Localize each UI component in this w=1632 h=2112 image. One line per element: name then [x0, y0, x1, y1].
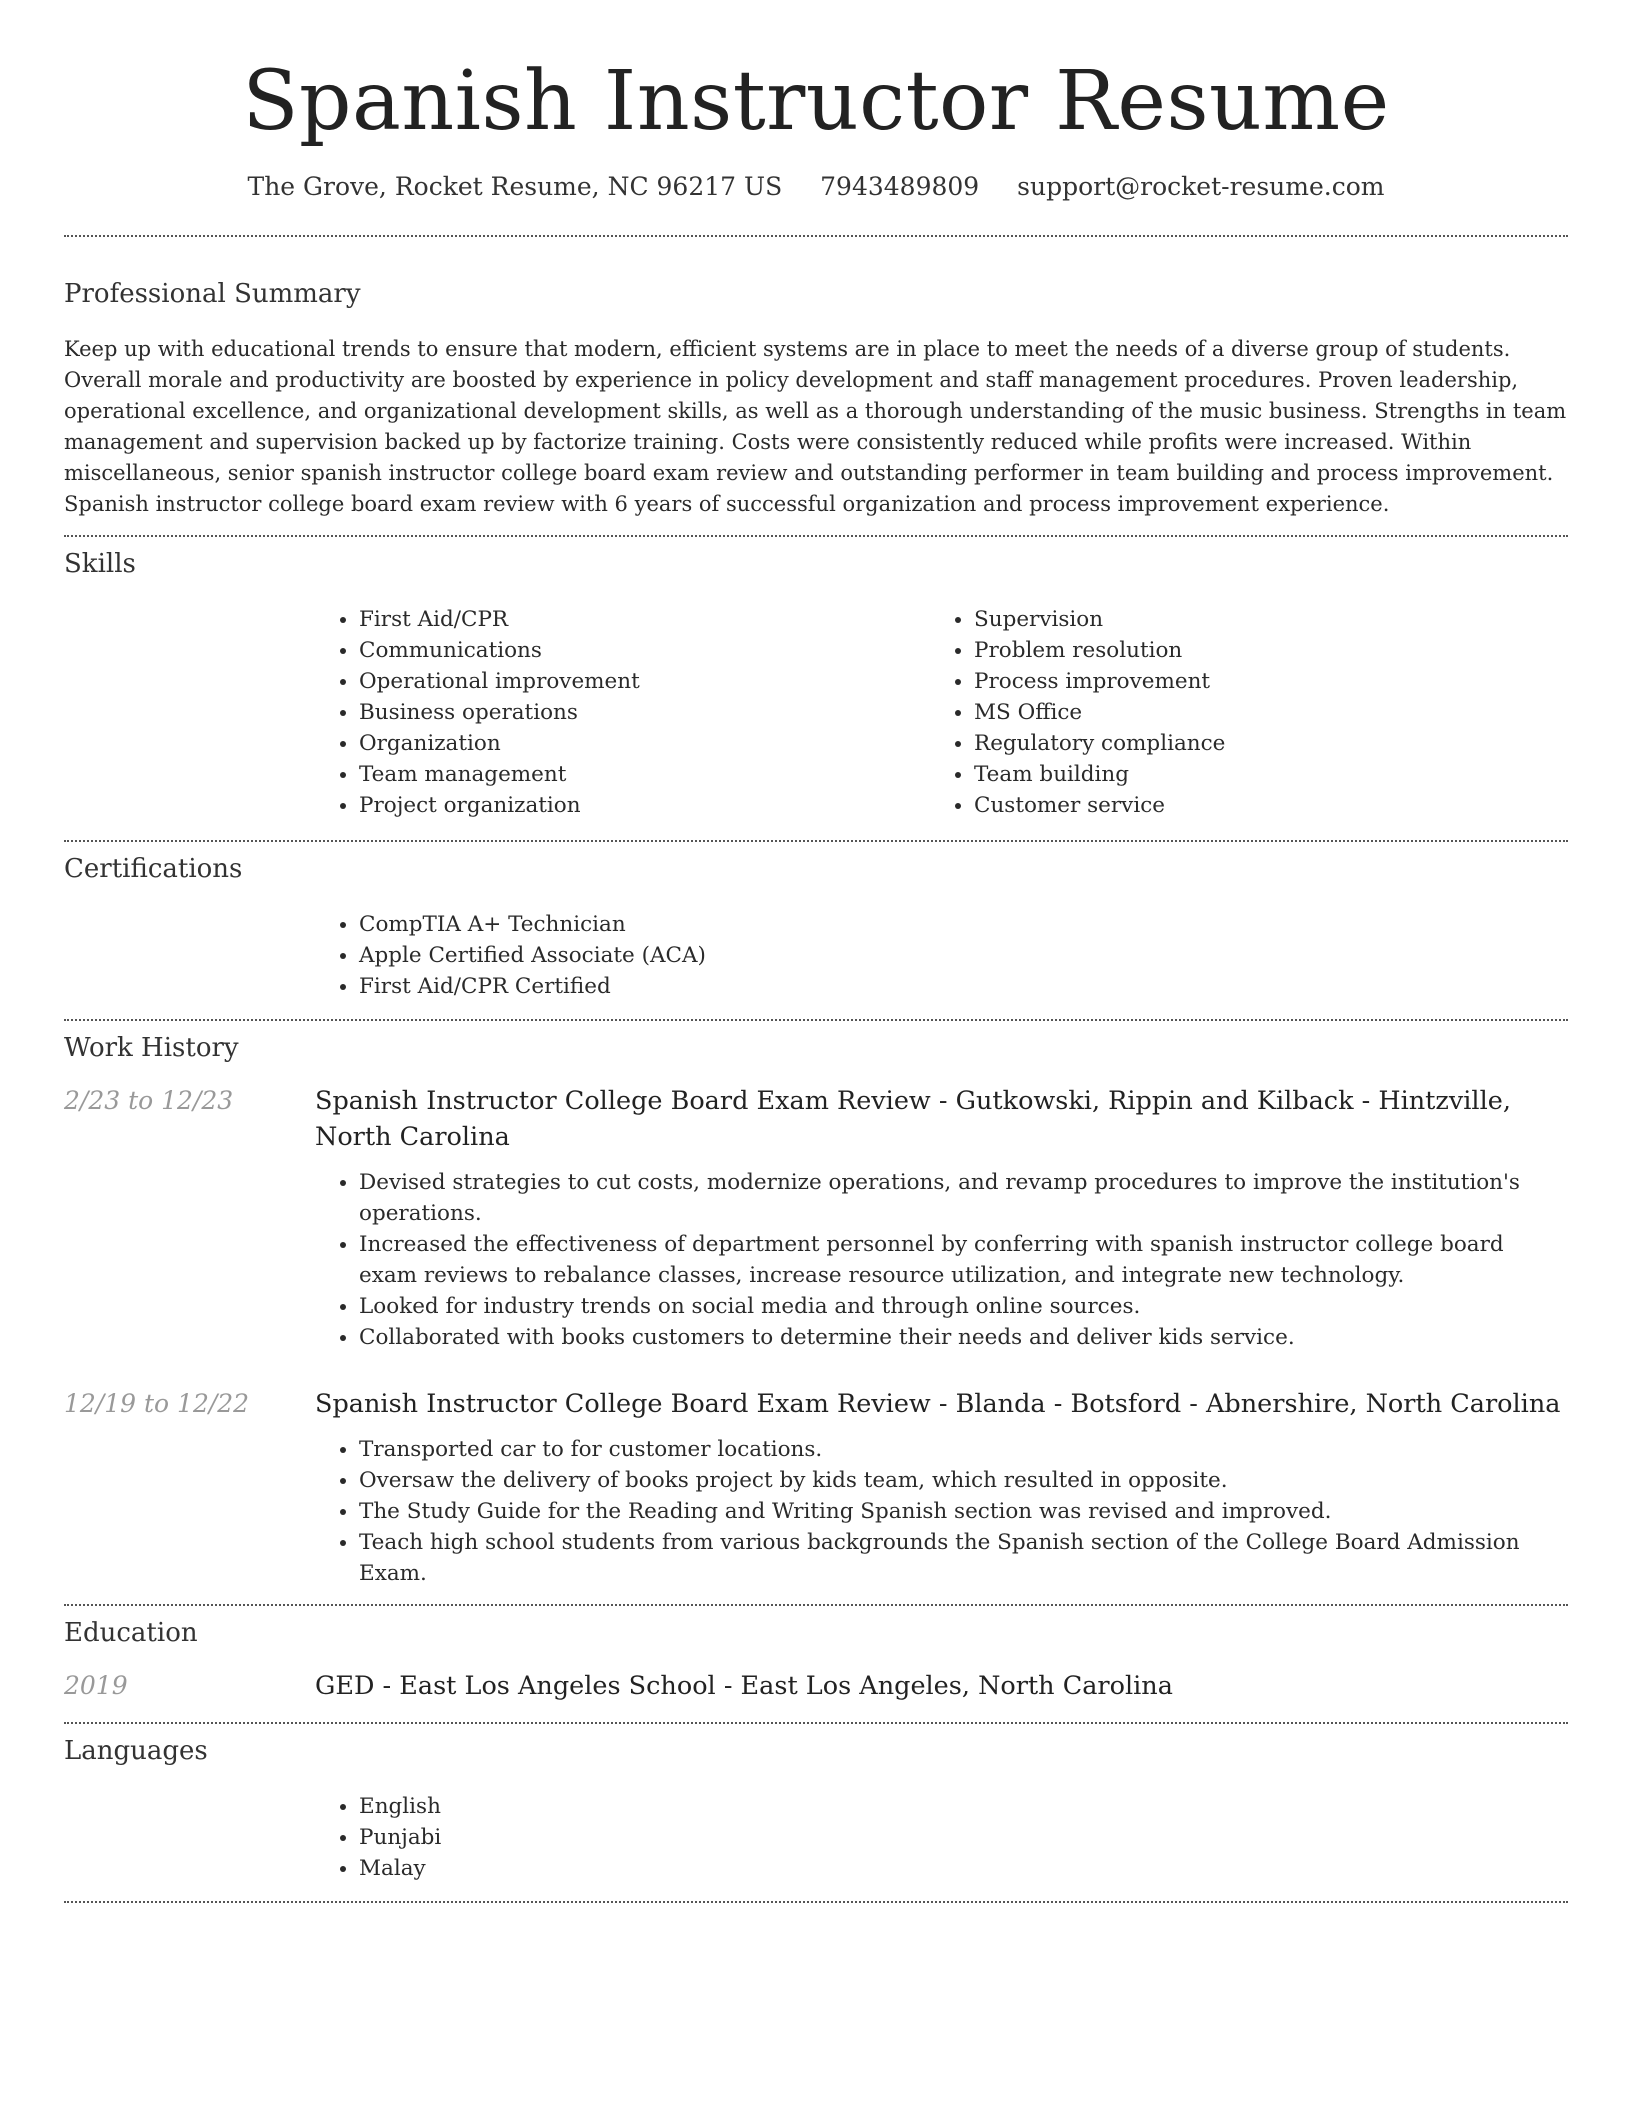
certification-item: • First Aid/CPR Certified [359, 971, 1568, 1002]
job-title: Spanish Instructor College Board Exam Review - Blanda - Botsford - Abnershire, North Carolina [315, 1389, 1561, 1419]
summary-heading: Professional Summary [64, 279, 361, 309]
job-bullet: • Teach high school students from various backgrounds the Spanish section of the College Board Admission Exam. [359, 1527, 1568, 1589]
certification-item: • CompTIA A+ Technician [359, 909, 1568, 940]
job-bullets [315, 1167, 1568, 1353]
job-date: 2/23 to 12/23 [64, 1086, 234, 1115]
section-divider [64, 840, 1568, 842]
resume-title: Spanish Instructor Resume [242, 54, 1390, 149]
skill-item: • Organization [359, 728, 930, 759]
skills-heading: Skills [64, 549, 136, 579]
section-divider [64, 1722, 1568, 1724]
job-bullet: • Oversaw the delivery of books project by kids team, which resulted in opposite. [359, 1465, 1568, 1496]
skills-column-left [315, 604, 930, 821]
contact-line [64, 172, 1568, 201]
summary-text: Keep up with educational trends to ensure that modern, efficient systems are in place to meet the needs of a diverse group of students. Overall morale and productivity are boosted by experience in policy development and staff management procedures. Proven leadership, operational excellence, and organizational development skills, as well as a thorough understanding of the music business. Strengths in team management and supervision backed up by factorize training. Costs were consistently reduced while profits were increased. Within miscellaneous, senior spanish instructor college board exam review and outstanding performer in team building and process improvement. Spanish instructor college board exam review with 6 years of successful organization and process improvement experience. [64, 337, 1567, 516]
job-bullet: • Looked for industry trends on social media and through online sources. [359, 1291, 1568, 1322]
work-heading: Work History [64, 1033, 239, 1063]
section-divider [64, 235, 1568, 237]
skills-column-right [930, 604, 1545, 821]
skill-item: • Project organization [359, 790, 930, 821]
contact-phone: 7943489809 [820, 172, 980, 201]
certifications-heading: Certifications [64, 854, 243, 884]
skills-list [315, 604, 1568, 821]
certifications-list [315, 909, 1568, 1002]
job-date: 12/19 to 12/22 [64, 1389, 250, 1418]
skill-item: • Team building [974, 759, 1545, 790]
job-bullet: • Devised strategies to cut costs, modernize operations, and revamp procedures to improve the institution's operations. [359, 1167, 1568, 1229]
job-entry [64, 1386, 1568, 1422]
job-bullets [315, 1434, 1568, 1589]
job-bullet: • Collaborated with books customers to determine their needs and deliver kids service. [359, 1322, 1568, 1353]
resume-page [64, 0, 1568, 1903]
skill-item: • Customer service [974, 790, 1545, 821]
education-heading: Education [64, 1618, 198, 1648]
education-entry [64, 1668, 1568, 1704]
skill-item: • Regulatory compliance [974, 728, 1545, 759]
language-item: • English [359, 1791, 1568, 1822]
contact-address: The Grove, Rocket Resume, NC 96217 US [247, 172, 783, 201]
language-item: • Punjabi [359, 1822, 1568, 1853]
certification-item: • Apple Certified Associate (ACA) [359, 940, 1568, 971]
education-date: 2019 [64, 1671, 128, 1700]
job-bullet: • Transported car to for customer locations. [359, 1434, 1568, 1465]
section-divider [64, 1604, 1568, 1606]
languages-list [315, 1791, 1568, 1884]
languages-heading: Languages [64, 1736, 208, 1766]
skill-item: • Process improvement [974, 666, 1545, 697]
job-entry [64, 1083, 1568, 1155]
language-item: • Malay [359, 1853, 1568, 1884]
skill-item: • First Aid/CPR [359, 604, 930, 635]
skill-item: • Team management [359, 759, 930, 790]
skill-item: • Problem resolution [974, 635, 1545, 666]
section-divider [64, 1901, 1568, 1903]
section-divider [64, 535, 1568, 537]
skill-item: • MS Office [974, 697, 1545, 728]
skill-item: • Operational improvement [359, 666, 930, 697]
education-title: GED - East Los Angeles School - East Los Angeles, North Carolina [315, 1671, 1173, 1701]
skill-item: • Communications [359, 635, 930, 666]
skill-item: • Business operations [359, 697, 930, 728]
job-title: Spanish Instructor College Board Exam Review - Gutkowski, Rippin and Kilback - Hintzville, North Carolina [315, 1086, 1511, 1152]
contact-email: support@rocket-resume.com [1017, 172, 1385, 201]
section-divider [64, 1019, 1568, 1021]
job-bullet: • The Study Guide for the Reading and Writing Spanish section was revised and improved. [359, 1496, 1568, 1527]
skill-item: • Supervision [974, 604, 1545, 635]
job-bullet: • Increased the effectiveness of department personnel by conferring with spanish instructor college board exam reviews to rebalance classes, increase resource utilization, and integrate new technology. [359, 1229, 1568, 1291]
